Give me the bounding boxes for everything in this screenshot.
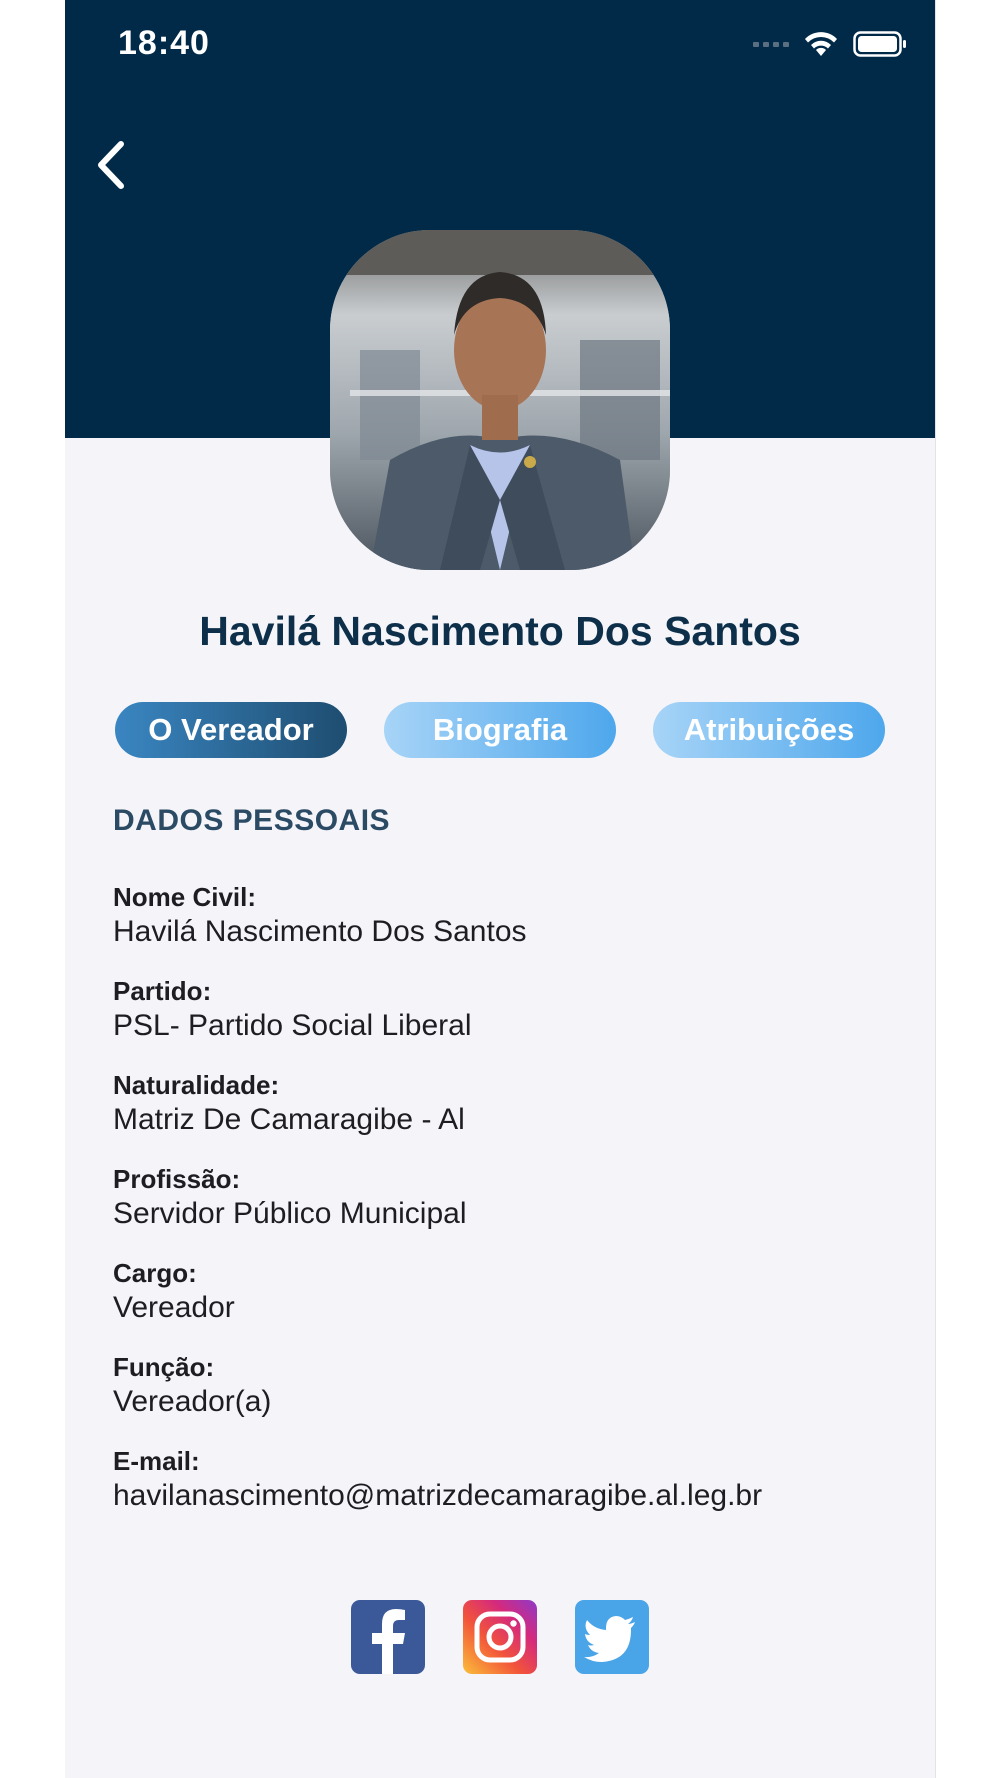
field-value: Vereador [113, 1291, 235, 1324]
field-value[interactable]: havilanascimento@matrizdecamaragibe.al.leg.br [113, 1479, 763, 1512]
field-label: Cargo: [113, 1258, 197, 1288]
tab-atribuicoes[interactable]: Atribuições [653, 702, 885, 758]
field-label: Partido: [113, 976, 212, 1006]
tab-o-vereador[interactable]: O Vereador [115, 702, 347, 758]
field-label: Profissão: [113, 1164, 241, 1194]
profile-photo [330, 230, 670, 570]
tab-biografia[interactable]: Biografia [384, 702, 616, 758]
facebook-button[interactable] [351, 1600, 425, 1674]
wifi-icon [803, 30, 839, 58]
field-label: Naturalidade: [113, 1070, 280, 1100]
facebook-icon [351, 1600, 425, 1674]
field-profissao [113, 1162, 913, 1232]
battery-icon [853, 31, 907, 57]
instagram-icon [463, 1600, 537, 1674]
field-naturalidade [113, 1068, 913, 1138]
instagram-button[interactable] [463, 1600, 537, 1674]
profile-tabs [115, 702, 885, 758]
field-cargo [113, 1256, 913, 1326]
field-label: E-mail: [113, 1446, 200, 1476]
field-label: Nome Civil: [113, 882, 257, 912]
profile-name: Havilá Nascimento Dos Santos [199, 608, 801, 654]
field-value: Vereador(a) [113, 1385, 272, 1418]
twitter-icon [575, 1600, 649, 1674]
twitter-button[interactable] [575, 1600, 649, 1674]
field-value: PSL- Partido Social Liberal [113, 1009, 472, 1042]
field-label: Função: [113, 1352, 215, 1382]
personal-data-list [113, 880, 913, 1538]
chevron-left-icon [93, 140, 127, 190]
field-partido [113, 974, 913, 1044]
back-button[interactable] [83, 133, 137, 197]
status-icons [753, 30, 907, 58]
cellular-signal-icon [753, 42, 789, 47]
field-value: Matriz De Camaragibe - Al [113, 1103, 465, 1136]
field-nome-civil [113, 880, 913, 950]
profile-photo-image [330, 230, 670, 570]
field-value: Havilá Nascimento Dos Santos [113, 915, 527, 948]
field-funcao [113, 1350, 913, 1420]
section-title: DADOS PESSOAIS [113, 804, 391, 837]
field-value: Servidor Público Municipal [113, 1197, 467, 1230]
status-time: 18:40 [118, 24, 210, 62]
field-email [113, 1444, 913, 1514]
app-screen [65, 0, 936, 1778]
social-links [65, 1600, 935, 1674]
